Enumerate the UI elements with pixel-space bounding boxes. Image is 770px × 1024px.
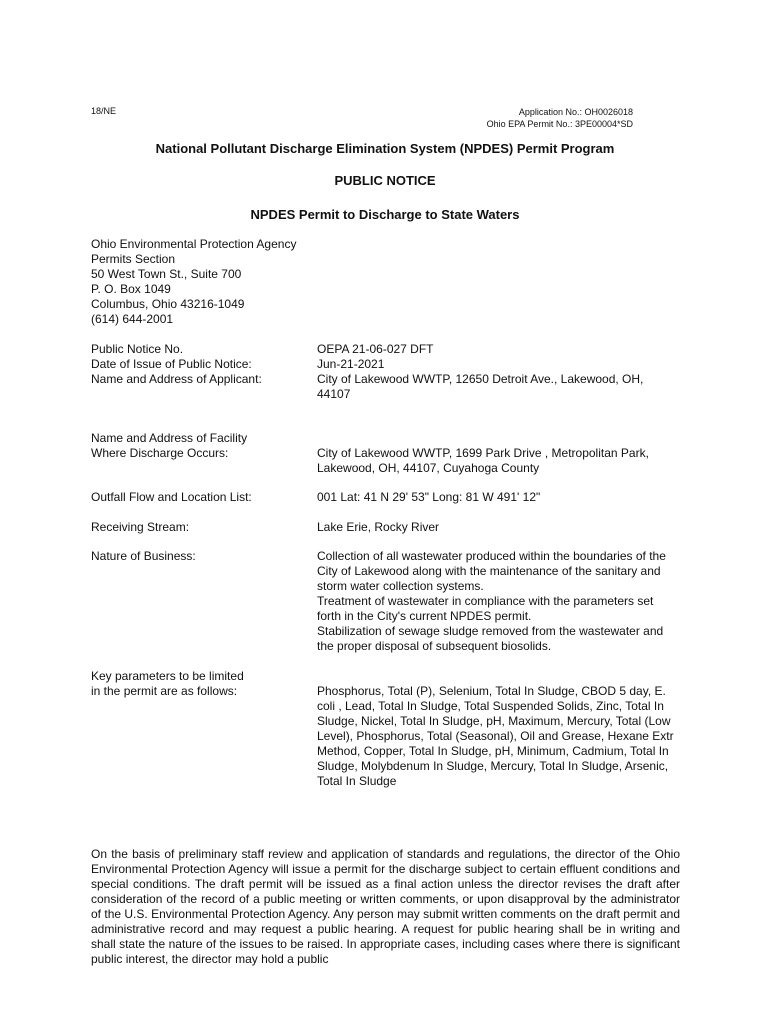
outfall-label: Outfall Flow and Location List: xyxy=(91,490,252,504)
business-value-treatment: Treatment of wastewater in compliance with the parameters set forth in the City's current NPDES permit. xyxy=(317,594,654,623)
key-parameters-label xyxy=(91,669,311,699)
key-parameters-value: Phosphorus, Total (P), Selenium, Total In Sludge, CBOD 5 day, E. coli , Lead, Total In Sludge, Total Suspended Solids, Zinc, Total In Sludge, Nickel, Total In Sludge, pH, Maximum, Mercury, Total (Low Level), Phosphorus, Total (Seasonal), Oil and Grease, Hexane Extr Method, Copper, Total In Sludge, pH, Minimum, Cadmium, Total In Sludge, Molybdenum In Sludge, Mercury, Total In Sludge, Arsenic, Total In Sludge xyxy=(317,684,674,788)
issue-date-value: Jun-21-2021 xyxy=(317,357,385,371)
agency-phone: (614) 644-2001 xyxy=(91,312,174,326)
agency-section: Permits Section xyxy=(91,252,176,266)
agency-city: Columbus, Ohio 43216-1049 xyxy=(91,297,245,311)
header-identifiers xyxy=(487,106,633,130)
receiving-stream-label: Receiving Stream: xyxy=(91,520,190,534)
epa-permit-number: Ohio EPA Permit No.: 3PE00004*SD xyxy=(486,119,633,129)
notice-number-value: OEPA 21-06-027 DFT xyxy=(317,342,434,356)
program-title: National Pollutant Discharge Elimination System (NPDES) Permit Program xyxy=(155,141,615,156)
permit-title: NPDES Permit to Discharge to State Waters xyxy=(250,207,520,222)
agency-address xyxy=(91,237,296,327)
receiving-stream-value: Lake Erie, Rocky River xyxy=(317,520,440,534)
business-label: Nature of Business: xyxy=(91,549,196,563)
body-paragraph: On the basis of preliminary staff review and application of standards and regulations, the director of the Ohio Environmental Protection Agency will issue a permit for the discharge subject to certain effluent conditions and special conditions. The draft permit will be issued as a final action unless the director revises the draft after consideration of the record of a public meeting or written comments, or upon disapproval by the administrator of the U.S. Environmental Protection Agency. Any person may submit written comments on the draft permit and administrative record and may request a public hearing. A request for public hearing shall be in writing and shall state the nature of the issues to be raised. In appropriate cases, including cases where there is significant public interest, the director may hold a public xyxy=(91,847,680,966)
outfall-value: 001 Lat: 41 N 29' 53" Long: 81 W 491' 12" xyxy=(317,490,541,504)
facility-label-line-2: Where Discharge Occurs: xyxy=(91,446,229,460)
business-value-collection: Collection of all wastewater produced within the boundaries of the City of Lakewood along with the maintenance of the sanitary and storm water collection systems. xyxy=(317,549,666,593)
facility-label xyxy=(91,431,311,461)
region-code: 18/NE xyxy=(91,106,117,116)
issue-date-label: Date of Issue of Public Notice: xyxy=(91,357,252,371)
public-notice-title: PUBLIC NOTICE xyxy=(334,173,436,188)
application-number: Application No.: OH0026018 xyxy=(518,107,633,117)
agency-name: Ohio Environmental Protection Agency xyxy=(91,237,297,251)
agency-street: 50 West Town St., Suite 700 xyxy=(91,267,242,281)
facility-label-line-1: Name and Address of Facility xyxy=(91,431,248,445)
key-parameters-label-line-1: Key parameters to be limited xyxy=(91,669,244,683)
business-value-stabilization: Stabilization of sewage sludge removed from the wastewater and the proper disposal of subsequent biosolids. xyxy=(317,624,664,653)
notice-number-label: Public Notice No. xyxy=(91,342,184,356)
agency-po-box: P. O. Box 1049 xyxy=(91,282,171,296)
business-value xyxy=(317,549,677,654)
applicant-value: City of Lakewood WWTP, 12650 Detroit Ave., Lakewood, OH, 44107 xyxy=(317,372,644,401)
applicant-label: Name and Address of Applicant: xyxy=(91,372,262,386)
key-parameters-label-line-2: in the permit are as follows: xyxy=(91,684,238,698)
facility-value: City of Lakewood WWTP, 1699 Park Drive , Metropolitan Park, Lakewood, OH, 44107, Cuyahoga County xyxy=(317,446,649,475)
